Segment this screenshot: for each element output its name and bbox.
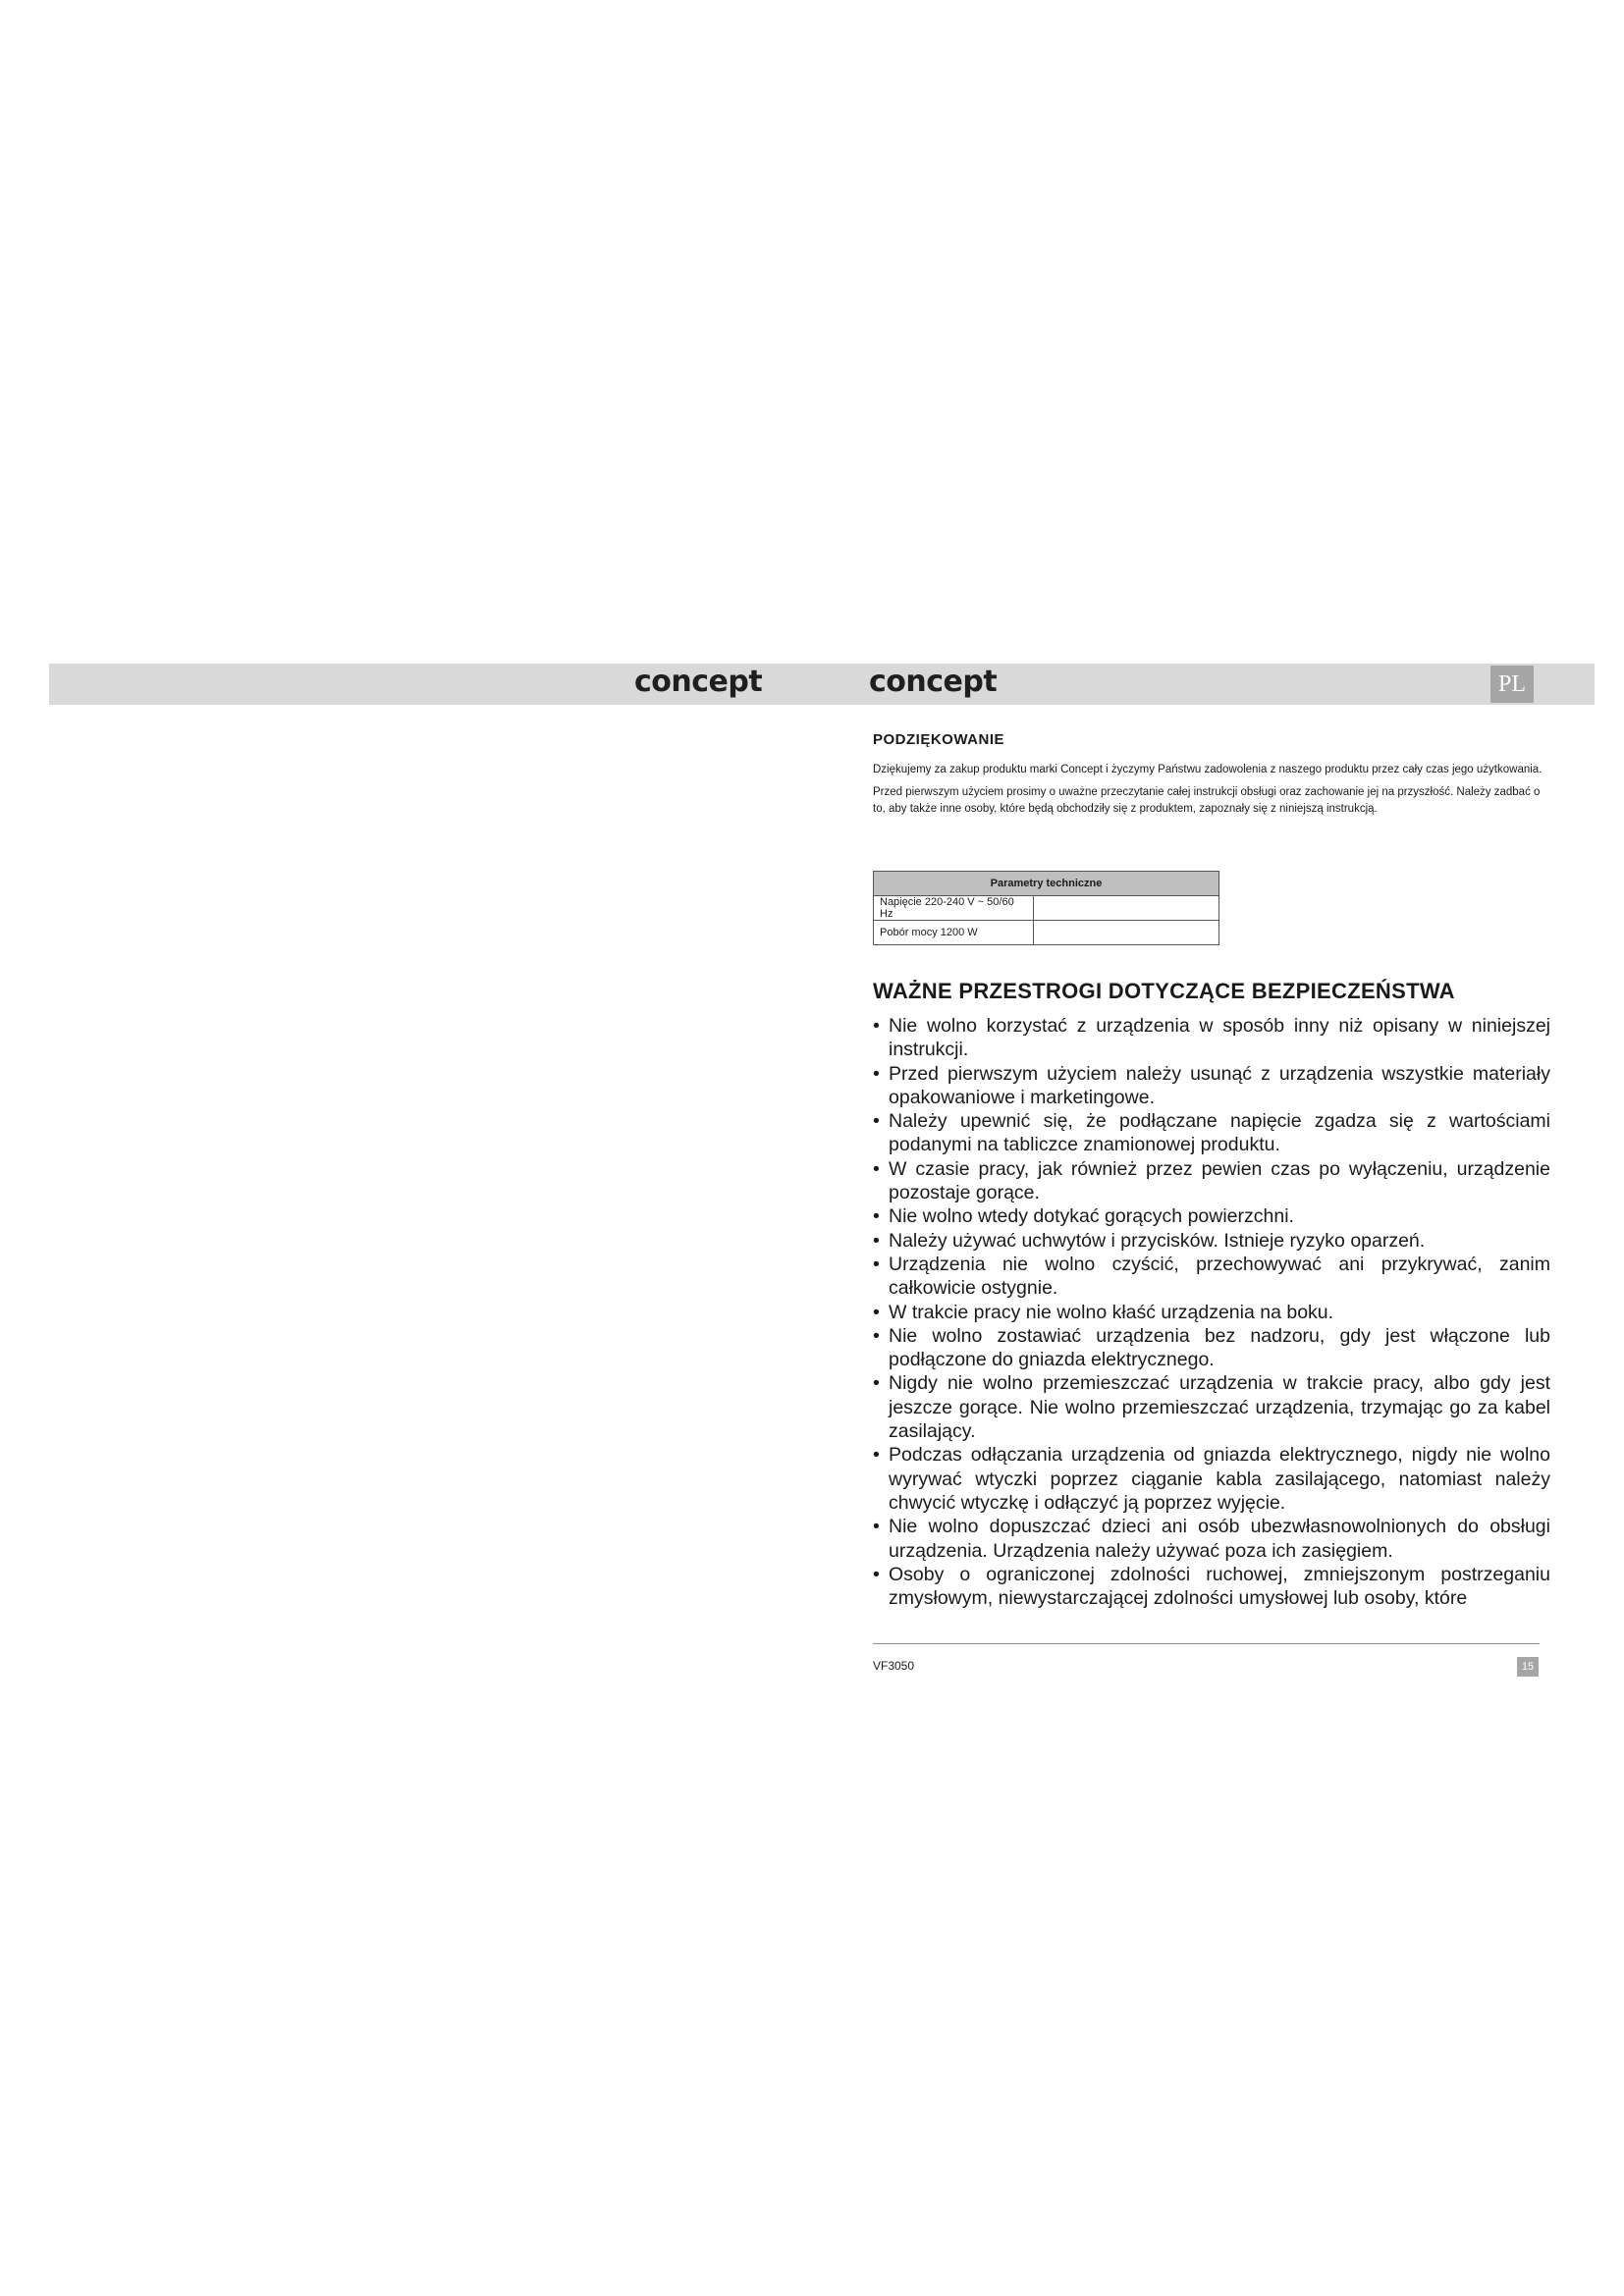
bullet-icon: • xyxy=(873,1563,880,1585)
spec-power-value xyxy=(1034,921,1219,945)
concept-logo-right: concept xyxy=(869,665,998,699)
technical-parameters-table xyxy=(873,871,1219,945)
intro-section xyxy=(873,731,1550,824)
table-row xyxy=(874,921,1219,945)
list-item: • Nie wolno wtedy dotykać gorących powierzchni. xyxy=(873,1205,1294,1228)
bullet-icon: • xyxy=(873,1229,880,1252)
model-number: VF3050 xyxy=(873,1659,915,1673)
bullet-icon: • xyxy=(873,1157,880,1180)
spec-table-header: Parametry techniczne xyxy=(874,872,1219,896)
thanks-heading: PODZIĘKOWANIE xyxy=(873,731,1005,748)
spec-voltage: Napięcie 220-240 V ~ 50/60 Hz xyxy=(874,896,1034,921)
footer-divider xyxy=(873,1643,1540,1644)
safety-heading: WAŻNE PRZESTROGI DOTYCZĄCE BEZPIECZEŃSTWA xyxy=(873,979,1455,1003)
list-item: • Nie wolno korzystać z urządzenia w sposób inny niż opisany w niniejszej instrukcji. xyxy=(873,1015,1550,1061)
safety-list xyxy=(873,1014,1550,1610)
header-band xyxy=(49,664,1595,705)
bullet-icon: • xyxy=(873,1372,880,1395)
list-item: • Należy używać uchwytów i przycisków. Istnieje ryzyko oparzeń. xyxy=(873,1229,1426,1252)
intro-paragraph-1: Dziękujemy za zakup produktu marki Concept i życzymy Państwu zadowolenia z naszego produktu przez cały czas jego użytkowania. xyxy=(873,764,1543,775)
list-item: • Osoby o ograniczonej zdolności ruchowej, zmniejszonym postrzeganiu zmysłowym, niewystarczającej zdolności umysłowej lub osoby, które xyxy=(873,1563,1550,1610)
page-number: 15 xyxy=(1517,1657,1539,1677)
spec-voltage-value xyxy=(1034,896,1219,921)
list-item: • Nie wolno zostawiać urządzenia bez nadzoru, gdy jest włączone lub podłączone do gniazda elektrycznego. xyxy=(873,1324,1550,1371)
list-item: • Nie wolno dopuszczać dzieci ani osób ubezwłasnowolnionych do obsługi urządzenia. Urządzenia należy używać poza ich zasięgiem. xyxy=(873,1516,1550,1562)
list-item: • Urządzenia nie wolno czyścić, przechowywać ani przykrywać, zanim całkowicie ostygnie. xyxy=(873,1253,1550,1300)
list-item: • W trakcie pracy nie wolno kłaść urządzenia na boku. xyxy=(873,1301,1334,1323)
language-badge: PL xyxy=(1490,666,1534,703)
intro-paragraph-2: Przed pierwszym użyciem prosimy o uważne przeczytanie całej instrukcji obsługi oraz zachowanie jej na przyszłość. Należy zadbać o to, aby także inne osoby, które będą obchodziły się z produktem, zapoznały się z niniejszą instrukcją. xyxy=(873,786,1541,815)
bullet-icon: • xyxy=(873,1301,880,1323)
spec-power: Pobór mocy 1200 W xyxy=(874,921,1034,945)
concept-logo-left: concept xyxy=(634,665,763,699)
bullet-icon: • xyxy=(873,1062,880,1085)
table-row xyxy=(874,896,1219,921)
bullet-icon: • xyxy=(873,1205,880,1228)
bullet-icon: • xyxy=(873,1110,880,1133)
bullet-icon: • xyxy=(873,1444,880,1467)
bullet-icon: • xyxy=(873,1516,880,1538)
list-item: • Należy upewnić się, że podłączane napięcie zgadza się z wartościami podanymi na tabliczce znamionowej produktu. xyxy=(873,1110,1550,1156)
list-item: • W czasie pracy, jak również przez pewien czas po wyłączeniu, urządzenie pozostaje gorące. xyxy=(873,1157,1550,1204)
bullet-icon: • xyxy=(873,1324,880,1347)
list-item: • Podczas odłączania urządzenia od gniazda elektrycznego, nigdy nie wolno wyrywać wtyczki poprzez ciąganie kabla zasilającego, natomiast należy chwycić wtyczkę i odłączyć ją poprzez wyjęcie. xyxy=(873,1444,1550,1514)
list-item: • Przed pierwszym użyciem należy usunąć z urządzenia wszystkie materiały opakowaniowe i marketingowe. xyxy=(873,1062,1550,1108)
list-item: • Nigdy nie wolno przemieszczać urządzenia w trakcie pracy, albo gdy jest jeszcze gorące. Nie wolno przemieszczać urządzenia, trzymając go za kabel zasilający. xyxy=(873,1372,1550,1443)
bullet-icon: • xyxy=(873,1253,880,1275)
bullet-icon: • xyxy=(873,1015,880,1037)
